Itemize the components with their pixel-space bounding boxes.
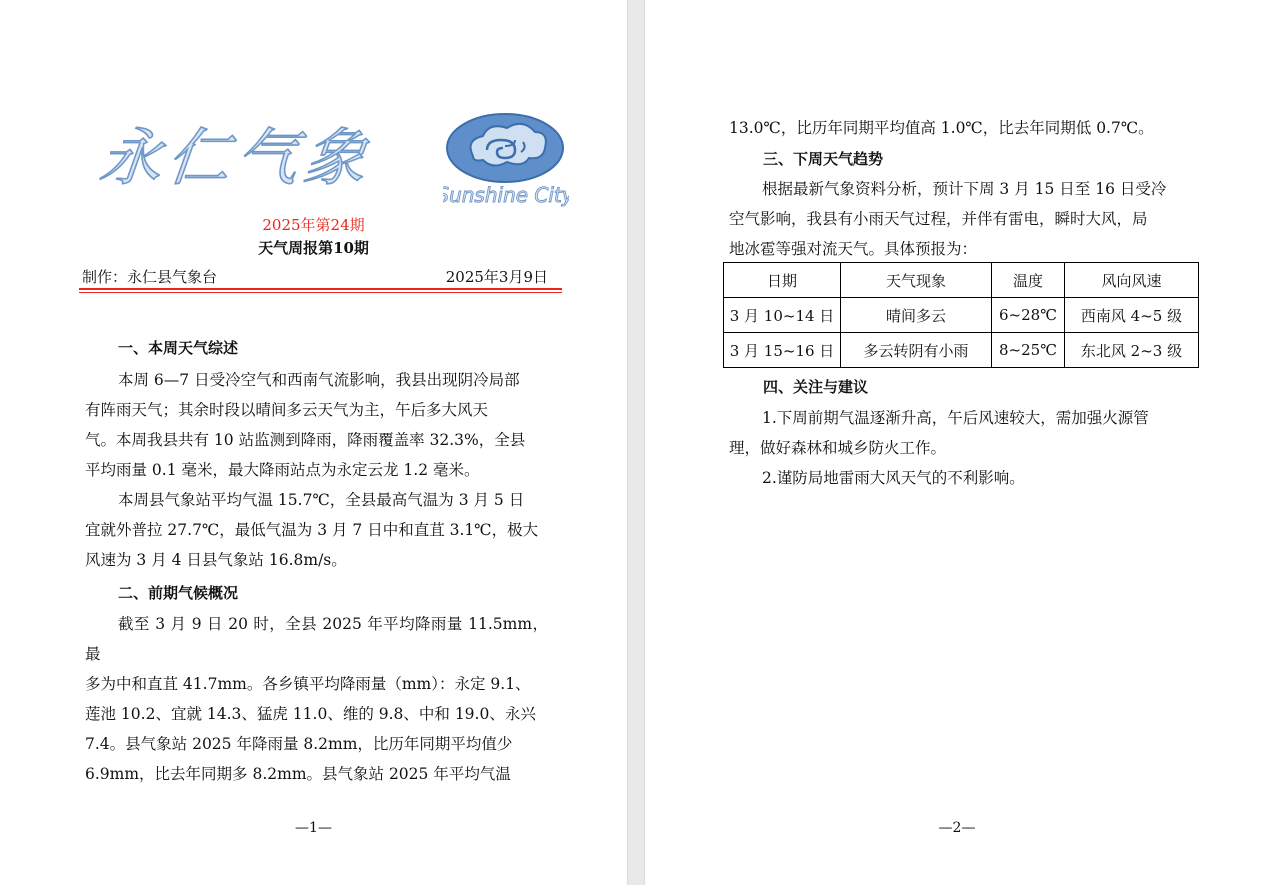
sunshine-city-logo (443, 112, 569, 212)
table-cell: 西南风 4~5 级 (1065, 298, 1199, 333)
table-cell: 3 月 10~14 日 (724, 298, 841, 333)
table-row (724, 298, 1199, 333)
masthead-title: 永仁气象 (96, 121, 376, 194)
table-cell: 3 月 15~16 日 (724, 333, 841, 368)
table-row (724, 333, 1199, 368)
text-line: 理，做好森林和城乡防火工作。 (729, 439, 947, 457)
header-divider-thin (79, 292, 562, 293)
table-cell: 东北风 2~3 级 (1065, 333, 1199, 368)
text-line: 2.谨防局地雷雨大风天气的不利影响。 (762, 469, 1025, 487)
page-number: —1— (295, 820, 332, 836)
text-line: 6.9mm，比去年同期多 8.2mm。县气象站 2025 年平均气温 (85, 765, 511, 783)
table-header-cell: 天气现象 (841, 263, 992, 298)
document-page-2 (645, 0, 1269, 885)
section-heading-1: 一、本周天气综述 (118, 339, 239, 357)
text-line: 本周县气象站平均气温 15.7℃，全县最高气温为 3 月 5 日 (118, 491, 525, 509)
document-page-1 (0, 0, 627, 885)
text-line: 空气影响，我县有小雨天气过程，并伴有雷电，瞬时大风，局 (729, 210, 1148, 228)
text-line: 1.下周前期气温逐渐升高，午后风速较大，需加强火源管 (762, 409, 1149, 427)
section1-paragraph-1 (85, 365, 548, 485)
text-line: 多为中和直苴 41.7mm。各乡镇平均降雨量（mm）：永定 9.1、 (85, 675, 531, 693)
text-line: 本周 6—7 日受冷空气和西南气流影响，我县出现阴冷局部 (118, 371, 520, 389)
section3-paragraph (729, 174, 1193, 264)
table-cell: 晴间多云 (841, 298, 992, 333)
table-header-cell: 温度 (992, 263, 1065, 298)
text-line: 有阵雨天气；其余时段以晴间多云天气为主，午后多大风天 (85, 401, 489, 419)
section2-paragraph (85, 609, 548, 789)
section4-paragraph (729, 403, 1193, 493)
cloud-logo-icon (443, 112, 569, 212)
section1-paragraph-2 (85, 485, 548, 575)
section-heading-2: 二、前期气候概况 (118, 584, 239, 602)
text-line: 莲池 10.2、宜就 14.3、猛虎 11.0、维的 9.8、中和 19.0、永兴 (85, 705, 536, 723)
logo-text: Sunshine City (443, 183, 569, 207)
continued-line: 13.0℃，比历年同期平均值高 1.0℃，比去年同期低 0.7℃。 (729, 119, 1154, 137)
forecast-table (723, 262, 1199, 368)
issue-number: 2025年第24期 (262, 216, 365, 234)
text-line: 气。本周我县共有 10 站监测到降雨，降雨覆盖率 32.3%，全县 (85, 431, 526, 449)
table-header-cell: 风向风速 (1065, 263, 1199, 298)
text-line: 风速为 3 月 4 日县气象站 16.8m/s。 (85, 551, 347, 569)
table-header-row (724, 263, 1199, 298)
text-line: 宜就外普拉 27.7℃，最低气温为 3 月 7 日中和直苴 3.1℃，极大 (85, 521, 539, 539)
text-line: 平均雨量 0.1 毫米，最大降雨站点为永定云龙 1.2 毫米。 (85, 461, 480, 479)
page-number: —2— (938, 820, 976, 836)
text-line: 7.4。县气象站 2025 年降雨量 8.2mm，比历年同期平均值少 (85, 735, 513, 753)
maker-label: 制作：永仁县气象台 (82, 268, 218, 286)
table-header-cell: 日期 (724, 263, 841, 298)
header-divider-thick (79, 288, 562, 290)
text-line: 根据最新气象资料分析，预计下周 3 月 15 日至 16 日受冷 (762, 180, 1167, 198)
text-line: 地冰雹等强对流天气。具体预报为： (729, 240, 978, 258)
report-subtitle: 天气周报第10期 (258, 239, 369, 257)
table-cell: 6~28℃ (992, 298, 1065, 333)
table-cell: 多云转阴有小雨 (841, 333, 992, 368)
section-heading-3: 三、下周天气趋势 (763, 150, 884, 168)
text-line: 截至 3 月 9 日 20 时，全县 2025 年平均降雨量 11.5mm，最 (85, 615, 548, 663)
publish-date: 2025年3月9日 (445, 268, 548, 286)
table-cell: 8~25℃ (992, 333, 1065, 368)
section-heading-4: 四、关注与建议 (763, 378, 869, 396)
